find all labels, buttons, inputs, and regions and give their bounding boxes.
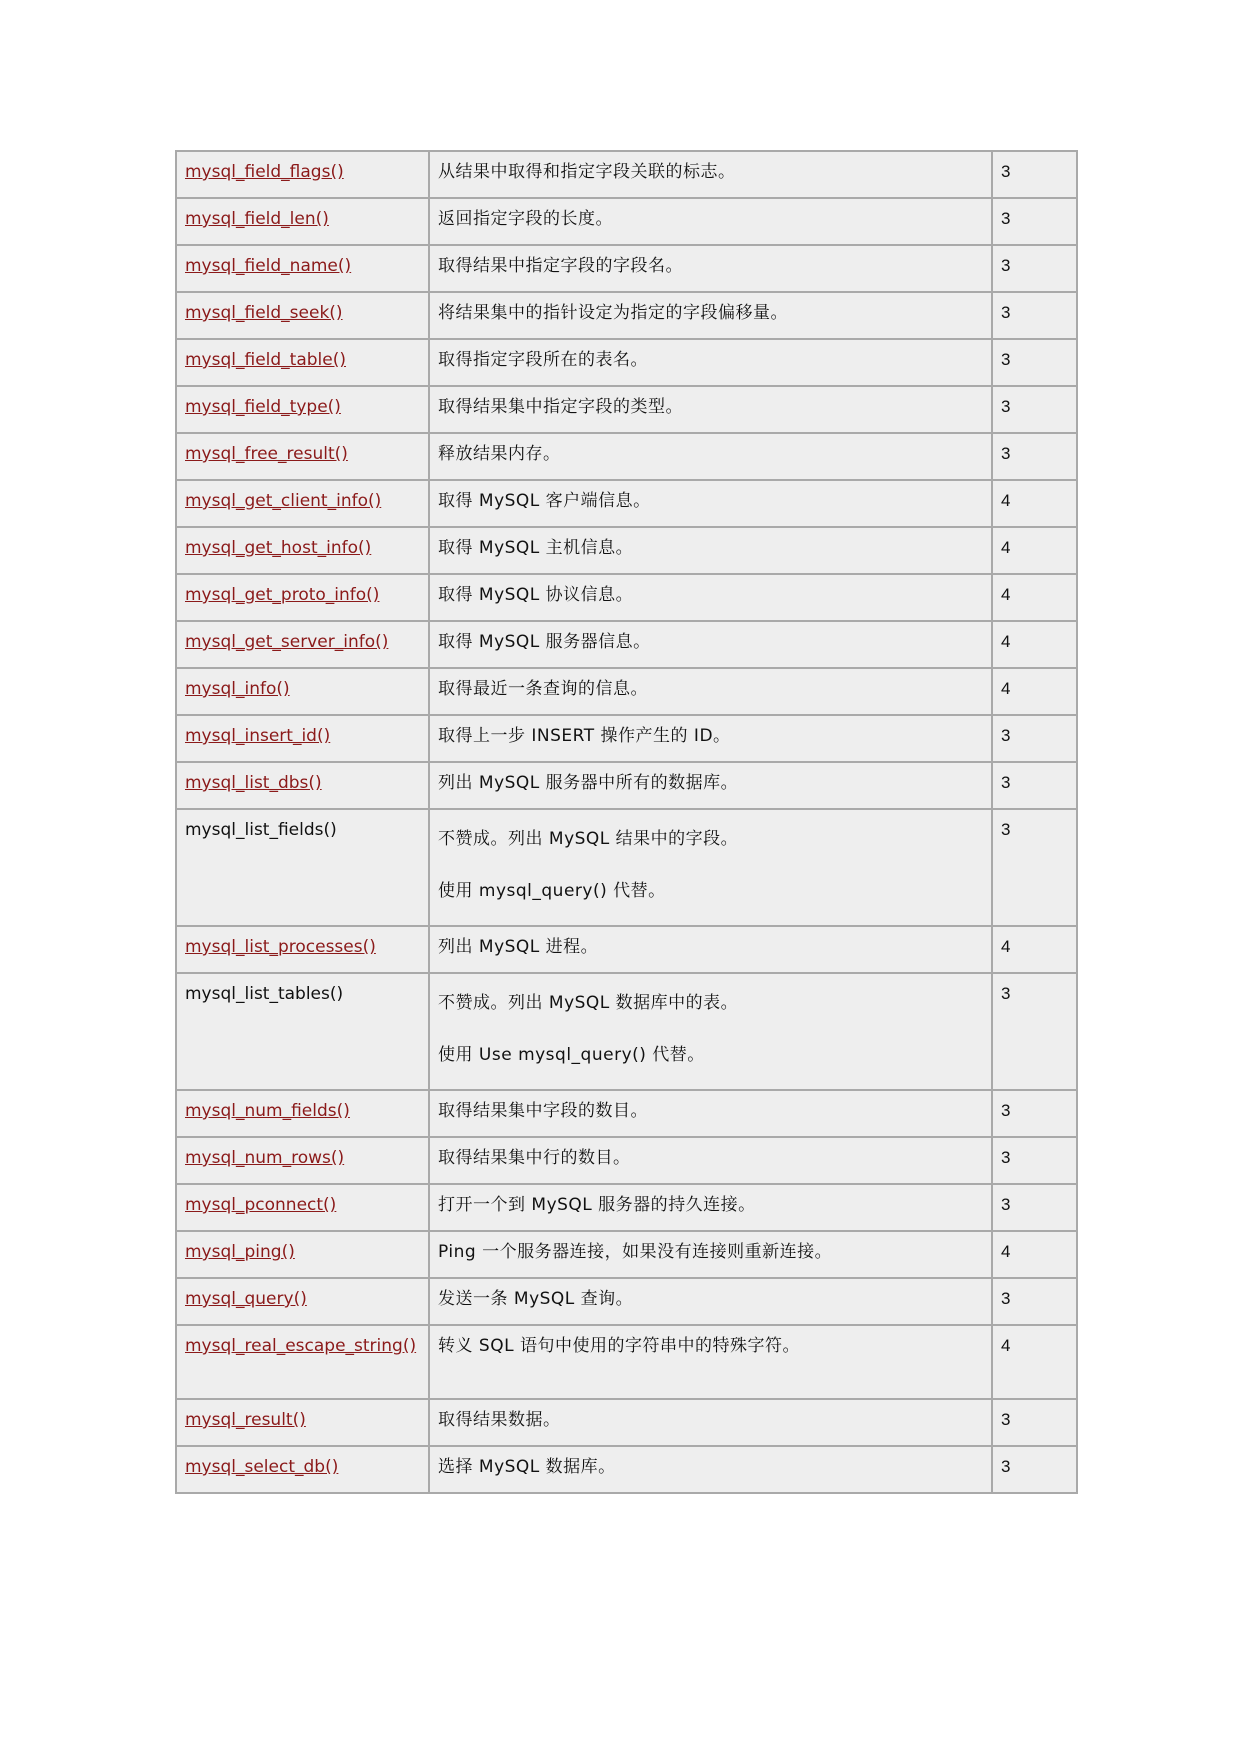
function-description: 将结果集中的指针设定为指定的字段偏移量。: [438, 303, 788, 323]
function-description-cell: [429, 1090, 992, 1137]
function-description-cell: [429, 339, 992, 386]
function-description-cell: [429, 480, 992, 527]
table-row: [176, 480, 1077, 527]
function-description-cell: [429, 433, 992, 480]
function-name-link[interactable]: mysql_num_fields(): [185, 1101, 350, 1121]
function-description: 取得指定字段所在的表名。: [438, 350, 648, 370]
function-description: 取得 MySQL 协议信息。: [438, 585, 634, 605]
function-name-link[interactable]: mysql_free_result(): [185, 444, 348, 464]
function-name-link[interactable]: mysql_field_len(): [185, 209, 329, 229]
function-name-cell: [176, 715, 429, 762]
function-name-link[interactable]: mysql_query(): [185, 1289, 307, 1309]
mysql-version-cell: [992, 1184, 1077, 1231]
function-description: 使用 mysql_query() 代替。: [438, 881, 666, 901]
table-row: [176, 1278, 1077, 1325]
function-description-cell: [429, 973, 992, 1090]
mysql-version: 3: [1001, 820, 1011, 839]
function-name-link[interactable]: mysql_field_name(): [185, 256, 352, 276]
mysql-version: 4: [1001, 538, 1011, 557]
function-name-cell: [176, 1231, 429, 1278]
function-description: 从结果中取得和指定字段关联的标志。: [438, 162, 736, 182]
mysql-version: 3: [1001, 984, 1011, 1003]
function-name-cell: [176, 386, 429, 433]
mysql-function-table: [175, 150, 1078, 1494]
function-name-link[interactable]: mysql_field_flags(): [185, 162, 344, 182]
function-description: 不赞成。列出 MySQL 数据库中的表。: [438, 993, 739, 1013]
table-row: [176, 1325, 1077, 1399]
function-name-link[interactable]: mysql_list_dbs(): [185, 773, 322, 793]
mysql-version-cell: [992, 1278, 1077, 1325]
function-name-link[interactable]: mysql_select_db(): [185, 1457, 339, 1477]
mysql-version-cell: [992, 480, 1077, 527]
function-description-cell: [429, 198, 992, 245]
mysql-version: 3: [1001, 256, 1011, 275]
mysql-version: 3: [1001, 773, 1011, 792]
function-description-cell: [429, 809, 992, 926]
function-description: 使用 Use mysql_query() 代替。: [438, 1045, 705, 1065]
mysql-version-cell: [992, 1137, 1077, 1184]
function-name-link[interactable]: mysql_get_client_info(): [185, 491, 382, 511]
mysql-version-cell: [992, 1231, 1077, 1278]
mysql-version-cell: [992, 245, 1077, 292]
function-name-cell: [176, 339, 429, 386]
table-row: [176, 926, 1077, 973]
function-description-cell: [429, 1446, 992, 1493]
function-description: 打开一个到 MySQL 服务器的持久连接。: [438, 1195, 756, 1215]
table-row: [176, 762, 1077, 809]
function-description: 取得结果集中行的数目。: [438, 1148, 631, 1168]
function-name-link[interactable]: mysql_list_processes(): [185, 937, 376, 957]
function-name-link[interactable]: mysql_result(): [185, 1410, 306, 1430]
table-row: [176, 1184, 1077, 1231]
mysql-version: 4: [1001, 937, 1011, 956]
table-row: [176, 809, 1077, 926]
mysql-version: 3: [1001, 350, 1011, 369]
function-description-cell: [429, 715, 992, 762]
function-description: 不赞成。列出 MySQL 结果中的字段。: [438, 829, 739, 849]
mysql-version-cell: [992, 621, 1077, 668]
mysql-version-cell: [992, 668, 1077, 715]
function-name-cell: [176, 245, 429, 292]
mysql-version: 3: [1001, 397, 1011, 416]
mysql-version: 3: [1001, 1457, 1011, 1476]
function-name-cell: [176, 809, 429, 926]
function-name-cell: [176, 621, 429, 668]
function-description: 转义 SQL 语句中使用的字符串中的特殊字符。: [438, 1336, 800, 1356]
function-description-cell: [429, 1399, 992, 1446]
function-name-cell: [176, 973, 429, 1090]
mysql-version-cell: [992, 1325, 1077, 1399]
function-name-cell: [176, 762, 429, 809]
function-name-cell: [176, 668, 429, 715]
function-name-link[interactable]: mysql_field_seek(): [185, 303, 343, 323]
function-description: 取得 MySQL 客户端信息。: [438, 491, 651, 511]
table-row: [176, 668, 1077, 715]
function-name-cell: [176, 926, 429, 973]
table-row: [176, 574, 1077, 621]
function-description-cell: [429, 292, 992, 339]
mysql-version-cell: [992, 386, 1077, 433]
function-name-link[interactable]: mysql_get_host_info(): [185, 538, 372, 558]
function-description: 取得结果中指定字段的字段名。: [438, 256, 683, 276]
function-description-cell: [429, 1137, 992, 1184]
function-name-link[interactable]: mysql_get_proto_info(): [185, 585, 380, 605]
function-name-cell: [176, 1137, 429, 1184]
mysql-version: 4: [1001, 491, 1011, 510]
function-name-link[interactable]: mysql_info(): [185, 679, 290, 699]
mysql-version-cell: [992, 809, 1077, 926]
table-row: [176, 1231, 1077, 1278]
function-description-cell: [429, 1184, 992, 1231]
function-description: 列出 MySQL 进程。: [438, 937, 599, 957]
table-row: [176, 1090, 1077, 1137]
function-name-cell: [176, 433, 429, 480]
function-description: 取得上一步 INSERT 操作产生的 ID。: [438, 726, 731, 746]
function-name-link[interactable]: mysql_pconnect(): [185, 1195, 337, 1215]
mysql-version-cell: [992, 198, 1077, 245]
function-description: 取得结果数据。: [438, 1410, 561, 1430]
mysql-version-cell: [992, 339, 1077, 386]
function-name-link[interactable]: mysql_real_escape_string(): [185, 1336, 417, 1356]
function-description: 选择 MySQL 数据库。: [438, 1457, 616, 1477]
table-row: [176, 292, 1077, 339]
function-description: 列出 MySQL 服务器中所有的数据库。: [438, 773, 739, 793]
table-row: [176, 973, 1077, 1090]
function-name-cell: [176, 574, 429, 621]
table-row: [176, 245, 1077, 292]
function-description: 取得 MySQL 服务器信息。: [438, 632, 651, 652]
function-name-cell: [176, 1399, 429, 1446]
table-row: [176, 621, 1077, 668]
mysql-version-cell: [992, 292, 1077, 339]
function-name-cell: [176, 1184, 429, 1231]
function-name-link[interactable]: mysql_field_table(): [185, 350, 346, 370]
function-description-cell: [429, 245, 992, 292]
table-row: [176, 151, 1077, 198]
mysql-version-cell: [992, 527, 1077, 574]
function-description: 取得最近一条查询的信息。: [438, 679, 648, 699]
mysql-version-cell: [992, 762, 1077, 809]
function-name-cell: [176, 527, 429, 574]
table-row: [176, 715, 1077, 762]
function-description-cell: [429, 386, 992, 433]
table-row: [176, 1399, 1077, 1446]
mysql-version-cell: [992, 433, 1077, 480]
function-description: Ping 一个服务器连接，如果没有连接则重新连接。: [438, 1242, 833, 1262]
function-description-cell: [429, 1278, 992, 1325]
mysql-version: 3: [1001, 209, 1011, 228]
function-description-cell: [429, 621, 992, 668]
mysql-version: 4: [1001, 632, 1011, 651]
function-name-cell: [176, 1325, 429, 1399]
mysql-version-cell: [992, 973, 1077, 1090]
mysql-version: 3: [1001, 303, 1011, 322]
function-description-cell: [429, 527, 992, 574]
mysql-version-cell: [992, 926, 1077, 973]
mysql-version-cell: [992, 151, 1077, 198]
mysql-version: 3: [1001, 1148, 1011, 1167]
function-name-link[interactable]: mysql_insert_id(): [185, 726, 331, 746]
function-description-cell: [429, 926, 992, 973]
mysql-version: 3: [1001, 1410, 1011, 1429]
function-name-cell: [176, 480, 429, 527]
function-description-cell: [429, 151, 992, 198]
mysql-version-cell: [992, 574, 1077, 621]
function-description: 发送一条 MySQL 查询。: [438, 1289, 634, 1309]
function-name-text: mysql_list_fields(): [185, 820, 337, 840]
table-row: [176, 433, 1077, 480]
function-name-cell: [176, 292, 429, 339]
function-description-cell: [429, 574, 992, 621]
function-table-body: [176, 151, 1077, 1493]
table-row: [176, 339, 1077, 386]
mysql-version: 3: [1001, 1289, 1011, 1308]
table-row: [176, 1446, 1077, 1493]
mysql-version-cell: [992, 1399, 1077, 1446]
table-row: [176, 198, 1077, 245]
function-description: 释放结果内存。: [438, 444, 561, 464]
function-description: 取得 MySQL 主机信息。: [438, 538, 634, 558]
function-name-cell: [176, 1278, 429, 1325]
function-name-link[interactable]: mysql_get_server_info(): [185, 632, 389, 652]
mysql-version: 4: [1001, 679, 1011, 698]
function-name-cell: [176, 1446, 429, 1493]
function-name-text: mysql_list_tables(): [185, 984, 344, 1004]
function-description: 返回指定字段的长度。: [438, 209, 613, 229]
mysql-version: 3: [1001, 726, 1011, 745]
mysql-version: 3: [1001, 444, 1011, 463]
function-description-cell: [429, 1231, 992, 1278]
mysql-version: 3: [1001, 1195, 1011, 1214]
mysql-version: 4: [1001, 585, 1011, 604]
table-row: [176, 1137, 1077, 1184]
function-description: 取得结果集中指定字段的类型。: [438, 397, 683, 417]
function-description-cell: [429, 762, 992, 809]
mysql-version: 4: [1001, 1242, 1011, 1261]
function-name-cell: [176, 198, 429, 245]
function-name-link[interactable]: mysql_ping(): [185, 1242, 295, 1262]
function-name-cell: [176, 1090, 429, 1137]
mysql-version: 4: [1001, 1336, 1011, 1355]
table-row: [176, 527, 1077, 574]
function-name-cell: [176, 151, 429, 198]
mysql-version-cell: [992, 1446, 1077, 1493]
mysql-version-cell: [992, 1090, 1077, 1137]
mysql-version: 3: [1001, 162, 1011, 181]
mysql-version: 3: [1001, 1101, 1011, 1120]
function-name-link[interactable]: mysql_num_rows(): [185, 1148, 345, 1168]
mysql-version-cell: [992, 715, 1077, 762]
function-description-cell: [429, 668, 992, 715]
function-description: 取得结果集中字段的数目。: [438, 1101, 648, 1121]
table-row: [176, 386, 1077, 433]
function-name-link[interactable]: mysql_field_type(): [185, 397, 341, 417]
function-description-cell: [429, 1325, 992, 1399]
